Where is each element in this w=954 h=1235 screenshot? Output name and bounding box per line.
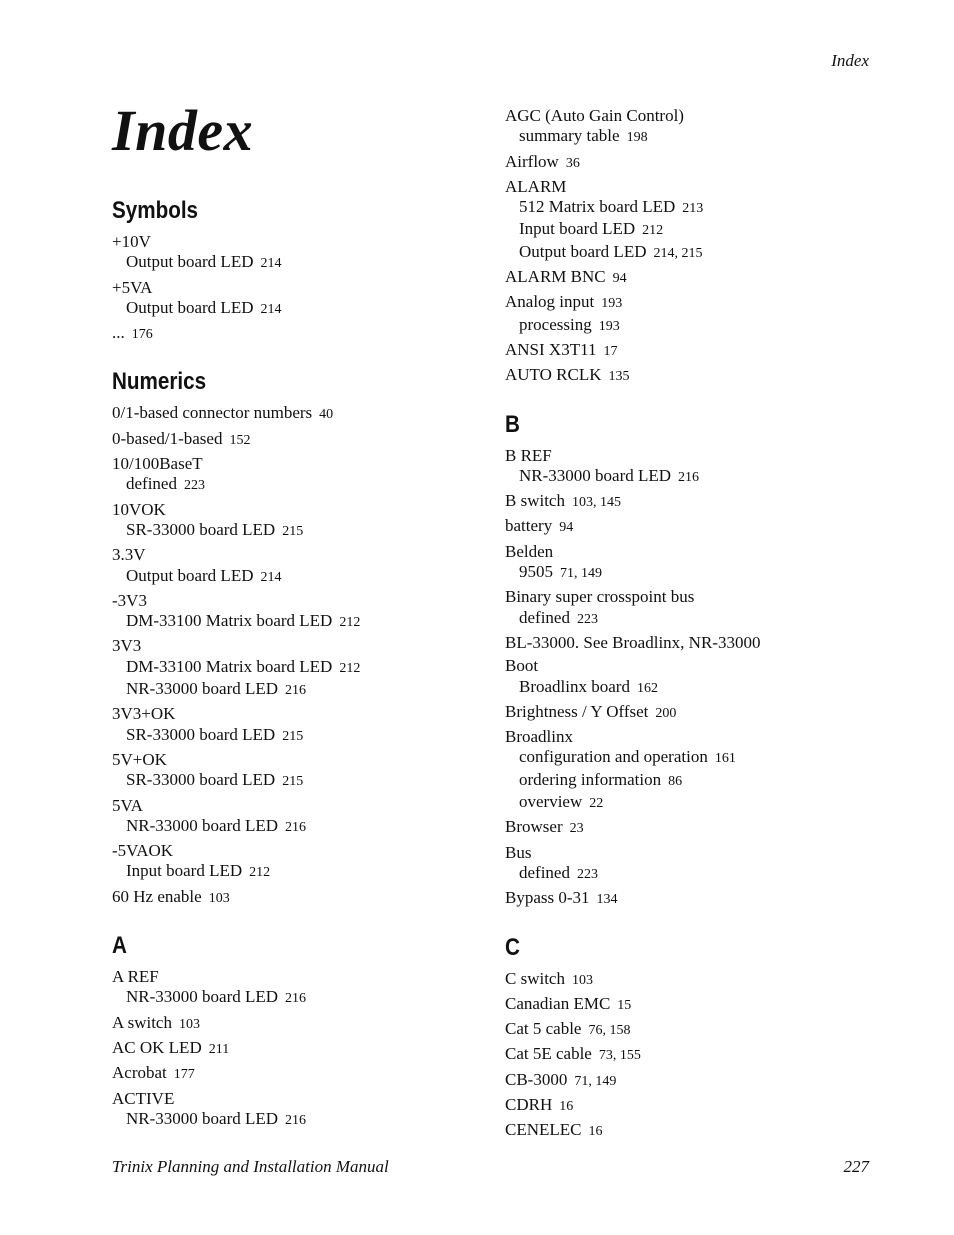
page-refs: 212 <box>339 660 361 676</box>
index-section <box>112 931 492 1131</box>
page-refs: 223 <box>576 866 598 882</box>
entry-term: 3V3 <box>112 636 142 656</box>
page-refs: 162 <box>636 680 658 696</box>
subentry-term: DM-33100 Matrix board LED <box>126 611 333 631</box>
entry-line <box>112 1063 492 1085</box>
entry-line <box>112 278 492 298</box>
section-heading: A <box>112 932 127 960</box>
index-entry <box>112 636 492 701</box>
subentry-line <box>112 1109 492 1131</box>
entry-term: 10/100BaseT <box>112 454 203 474</box>
entry-term: AGC (Auto Gain Control) <box>505 106 684 125</box>
page-refs: 193 <box>601 296 623 312</box>
index-entry <box>505 365 905 387</box>
subentry-term: configuration and operation <box>519 747 708 767</box>
entry-line <box>112 454 492 474</box>
entry-term: battery <box>505 516 553 536</box>
entry-term: ACTIVE <box>112 1088 175 1108</box>
entry-term: Cat 5E cable <box>505 1044 592 1064</box>
subentry-line <box>112 474 492 496</box>
entry-line <box>112 750 492 770</box>
page-refs: 200 <box>655 705 677 721</box>
index-entry <box>505 1120 905 1142</box>
page-refs: 198 <box>626 130 648 146</box>
entry-line <box>112 500 492 520</box>
index-entry <box>505 516 905 538</box>
running-head: Index <box>831 51 869 70</box>
index-entry <box>112 591 492 634</box>
page-refs: 103, 145 <box>571 495 621 511</box>
page-refs: 152 <box>229 432 251 448</box>
index-entry <box>112 1089 492 1132</box>
index-column-right <box>505 106 905 1146</box>
page-refs: 214 <box>260 301 282 317</box>
entry-line <box>505 587 905 607</box>
index-entry <box>505 994 905 1016</box>
entry-term: BL-33000. See Broadlinx, NR-33000 <box>505 632 761 652</box>
subentry-line <box>112 725 492 747</box>
page-refs: 214, 215 <box>653 245 703 261</box>
entry-line <box>112 232 492 252</box>
index-entry <box>505 817 905 839</box>
entry-term: B switch <box>505 491 565 511</box>
subentry-term: processing <box>519 314 592 334</box>
entry-term: Analog input <box>505 292 595 312</box>
subentry-line <box>505 863 905 885</box>
subentry-term: NR-33000 board LED <box>126 987 279 1007</box>
page-refs: 223 <box>183 478 205 494</box>
page-refs: 15 <box>617 997 632 1013</box>
entry-term: Acrobat <box>112 1063 167 1083</box>
entry-line <box>112 636 492 656</box>
index-entry <box>112 750 492 793</box>
index-entry <box>505 1019 905 1041</box>
index-entry <box>112 887 492 909</box>
page-refs: 86 <box>668 773 683 789</box>
subentry-term: NR-33000 board LED <box>126 1108 279 1128</box>
index-entry <box>505 292 905 337</box>
entry-term: CDRH <box>505 1094 553 1114</box>
subentry-line <box>505 219 905 241</box>
index-entry <box>112 841 492 884</box>
entry-term: ... <box>112 323 125 343</box>
entry-line <box>112 429 492 451</box>
subentry-term: NR-33000 board LED <box>126 679 279 699</box>
subentry-term: Output board LED <box>126 565 254 585</box>
entry-term: B REF <box>505 445 552 465</box>
page-refs: 73, 155 <box>598 1048 641 1064</box>
page-refs: 177 <box>173 1067 195 1083</box>
footer-manual-title: Trinix Planning and Installation Manual <box>112 1157 389 1176</box>
entry-term: Boot <box>505 656 539 676</box>
page-refs: 71, 149 <box>560 566 602 582</box>
footer-page-number: 227 <box>843 1157 869 1176</box>
subentry-line <box>112 252 492 274</box>
index-entry <box>505 587 905 630</box>
subentry-line <box>112 987 492 1009</box>
index-section <box>505 106 905 388</box>
page-refs: 94 <box>559 520 574 536</box>
index-entry <box>505 106 905 149</box>
entry-term: 5V+OK <box>112 749 167 769</box>
page-refs: 216 <box>678 469 700 485</box>
page-refs: 161 <box>714 751 736 767</box>
entry-line <box>112 887 492 909</box>
entry-term: Browser <box>505 817 563 837</box>
page-refs: 223 <box>576 611 598 627</box>
subentry-term: SR-33000 board LED <box>126 724 276 744</box>
entry-term: -5VAOK <box>112 841 174 861</box>
index-entry <box>112 545 492 588</box>
page-refs: 211 <box>208 1041 230 1057</box>
index-entry <box>505 542 905 585</box>
entry-line <box>112 841 492 861</box>
subentry-term: SR-33000 board LED <box>126 770 276 790</box>
page-refs: 76, 158 <box>588 1023 631 1039</box>
index-entry <box>505 702 905 724</box>
index-entry <box>112 704 492 747</box>
entry-line <box>112 1013 492 1035</box>
subentry-term: summary table <box>519 126 620 146</box>
index-entry <box>112 232 492 275</box>
subentry-line <box>505 126 905 148</box>
subentry-term: 512 Matrix board LED <box>519 197 676 217</box>
entry-term: Airflow <box>505 151 559 171</box>
index-entry <box>112 1038 492 1060</box>
page-refs: 193 <box>598 318 620 334</box>
subentry-term: defined <box>519 607 570 627</box>
page-refs: 213 <box>682 201 704 217</box>
entry-term: Binary super crosspoint bus <box>505 587 695 607</box>
entry-line <box>505 1044 905 1066</box>
entry-line <box>505 542 905 562</box>
entry-term: 0-based/1-based <box>112 428 223 448</box>
subentry-line <box>505 562 905 584</box>
page-refs: 212 <box>339 615 361 631</box>
entry-line <box>112 591 492 611</box>
index-entry <box>505 888 905 910</box>
page-refs: 216 <box>285 819 307 835</box>
subentry-term: defined <box>126 474 177 494</box>
entry-line <box>112 967 492 987</box>
subentry-term: Input board LED <box>519 219 636 239</box>
entry-line <box>505 292 905 314</box>
subentry-term: SR-33000 board LED <box>126 519 276 539</box>
index-entry <box>112 1063 492 1085</box>
subentry-line <box>112 770 492 792</box>
index-section <box>112 196 492 345</box>
entry-line <box>112 796 492 816</box>
entry-line <box>505 446 905 466</box>
entry-line <box>505 491 905 513</box>
entry-term: ALARM BNC <box>505 267 606 287</box>
index-entry <box>505 340 905 362</box>
entry-line <box>505 656 905 676</box>
entry-term: Bypass 0-31 <box>505 888 590 908</box>
subentry-line <box>505 792 905 814</box>
index-entry <box>112 1013 492 1035</box>
section-heading: Symbols <box>112 197 199 224</box>
page-refs: 94 <box>612 271 627 287</box>
subentry-term: 9505 <box>519 562 553 582</box>
page-refs: 216 <box>285 991 307 1007</box>
entry-line <box>505 177 905 197</box>
subentry-line <box>112 566 492 588</box>
subentry-term: NR-33000 board LED <box>126 815 279 835</box>
index-entry <box>112 967 492 1010</box>
page-refs: 23 <box>569 821 584 837</box>
entry-line <box>505 817 905 839</box>
entry-term: +5VA <box>112 277 153 297</box>
entry-line <box>505 152 905 174</box>
index-column-left <box>112 196 492 1134</box>
entry-term: CENELEC <box>505 1120 582 1140</box>
page-refs: 212 <box>249 865 271 881</box>
index-entry <box>112 796 492 839</box>
entry-term: CB-3000 <box>505 1069 568 1089</box>
entry-term: A switch <box>112 1012 172 1032</box>
subentry-line <box>112 611 492 633</box>
entry-line <box>505 340 905 362</box>
index-entry <box>112 500 492 543</box>
index-entry <box>112 429 492 451</box>
page-refs: 71, 149 <box>574 1073 617 1089</box>
page-refs: 103 <box>178 1016 200 1032</box>
entry-term: AC OK LED <box>112 1037 202 1057</box>
subentry-term: Output board LED <box>126 252 254 272</box>
section-heading: Numerics <box>112 368 207 396</box>
entry-term: 0/1-based connector numbers <box>112 403 313 423</box>
page-refs: 214 <box>260 569 282 585</box>
index-section <box>505 933 905 1143</box>
page-refs: 16 <box>559 1098 574 1114</box>
index-entry <box>505 267 905 289</box>
subentry-term: Input board LED <box>126 861 243 881</box>
subentry-line <box>505 608 905 630</box>
index-entry <box>112 454 492 497</box>
subentry-line <box>112 298 492 320</box>
entry-term: Belden <box>505 541 554 561</box>
entry-term: AUTO RCLK <box>505 365 602 385</box>
entry-line <box>112 323 492 345</box>
entry-term: 3.3V <box>112 545 146 565</box>
index-entry <box>505 969 905 991</box>
entry-line <box>112 403 492 425</box>
entry-term: -3V3 <box>112 590 147 610</box>
entry-line <box>505 969 905 991</box>
entry-line <box>505 1070 905 1092</box>
page-refs: 134 <box>596 892 618 908</box>
entry-term: Broadlinx <box>505 727 573 747</box>
entry-term: 5VA <box>112 795 143 815</box>
entry-term: 10VOK <box>112 499 166 519</box>
entry-line <box>112 1038 492 1060</box>
subentry-line <box>505 770 905 792</box>
entry-line <box>505 106 905 126</box>
page-refs: 135 <box>608 369 630 385</box>
entry-line <box>505 702 905 724</box>
page-refs: 36 <box>565 155 580 171</box>
entry-line <box>505 365 905 387</box>
entry-line <box>505 843 905 863</box>
subentry-term: Output board LED <box>519 241 647 261</box>
entry-term: ANSI X3T11 <box>505 339 597 359</box>
entry-line <box>112 545 492 565</box>
page-refs: 214 <box>260 256 282 272</box>
entry-term: A REF <box>112 967 159 987</box>
subentry-term: NR-33000 board LED <box>519 465 672 485</box>
index-entry <box>505 1070 905 1092</box>
section-heading: C <box>505 933 520 961</box>
index-entry <box>505 152 905 174</box>
entry-term: 3V3+OK <box>112 704 176 724</box>
entry-line <box>505 1019 905 1041</box>
entry-line <box>112 704 492 724</box>
index-entry <box>505 1095 905 1117</box>
page-refs: 215 <box>282 523 304 539</box>
page-refs: 176 <box>131 327 153 343</box>
page-refs: 16 <box>588 1124 603 1140</box>
index-entry <box>112 278 492 321</box>
index-entry <box>505 446 905 489</box>
page-refs: 17 <box>603 343 618 359</box>
subentry-line <box>112 816 492 838</box>
entry-term: +10V <box>112 232 151 251</box>
subentry-line <box>505 197 905 219</box>
index-entry <box>505 727 905 814</box>
subentry-line <box>505 315 905 337</box>
section-heading: B <box>505 410 520 438</box>
entry-term: Brightness / Y Offset <box>505 701 649 721</box>
entry-line <box>505 633 905 653</box>
index-section <box>505 410 905 911</box>
subentry-line <box>112 861 492 883</box>
index-entry <box>505 633 905 653</box>
subentry-line <box>505 466 905 488</box>
entry-line <box>505 994 905 1016</box>
entry-term: 60 Hz enable <box>112 886 202 906</box>
index-entry <box>505 1044 905 1066</box>
entry-line <box>505 1095 905 1117</box>
entry-term: Cat 5 cable <box>505 1019 582 1039</box>
subentry-line <box>112 657 492 679</box>
index-section <box>112 367 492 909</box>
subentry-line <box>505 747 905 769</box>
subentry-term: defined <box>519 862 570 882</box>
index-entry <box>505 491 905 513</box>
page-refs: 215 <box>282 774 304 790</box>
entry-term: ALARM <box>505 176 567 196</box>
index-entry <box>112 403 492 425</box>
subentry-term: Output board LED <box>126 297 254 317</box>
subentry-term: ordering information <box>519 769 662 789</box>
index-entry <box>505 843 905 886</box>
page-refs: 216 <box>285 683 307 699</box>
page-refs: 40 <box>319 407 334 423</box>
subentry-line <box>112 679 492 701</box>
subentry-term: overview <box>519 792 583 812</box>
index-entry <box>505 656 905 699</box>
entry-line <box>505 888 905 910</box>
page-title: Index <box>112 98 254 163</box>
subentry-line <box>112 520 492 542</box>
page-refs: 103 <box>571 972 593 988</box>
index-entry <box>112 323 492 345</box>
page-refs: 22 <box>589 796 604 812</box>
page-refs: 216 <box>285 1112 307 1128</box>
entry-line <box>505 727 905 747</box>
subentry-term: Broadlinx board <box>519 676 630 696</box>
entry-term: Bus <box>505 842 532 862</box>
entry-line <box>505 1120 905 1142</box>
index-entry <box>505 177 905 264</box>
page-refs: 103 <box>208 890 230 906</box>
entry-line <box>505 516 905 538</box>
subentry-line <box>505 242 905 264</box>
subentry-term: DM-33100 Matrix board LED <box>126 656 333 676</box>
entry-line <box>505 267 905 289</box>
entry-line <box>112 1089 492 1109</box>
page-refs: 215 <box>282 728 304 744</box>
page-refs: 212 <box>642 223 664 239</box>
entry-term: Canadian EMC <box>505 993 611 1013</box>
entry-term: C switch <box>505 968 565 988</box>
subentry-line <box>505 677 905 699</box>
